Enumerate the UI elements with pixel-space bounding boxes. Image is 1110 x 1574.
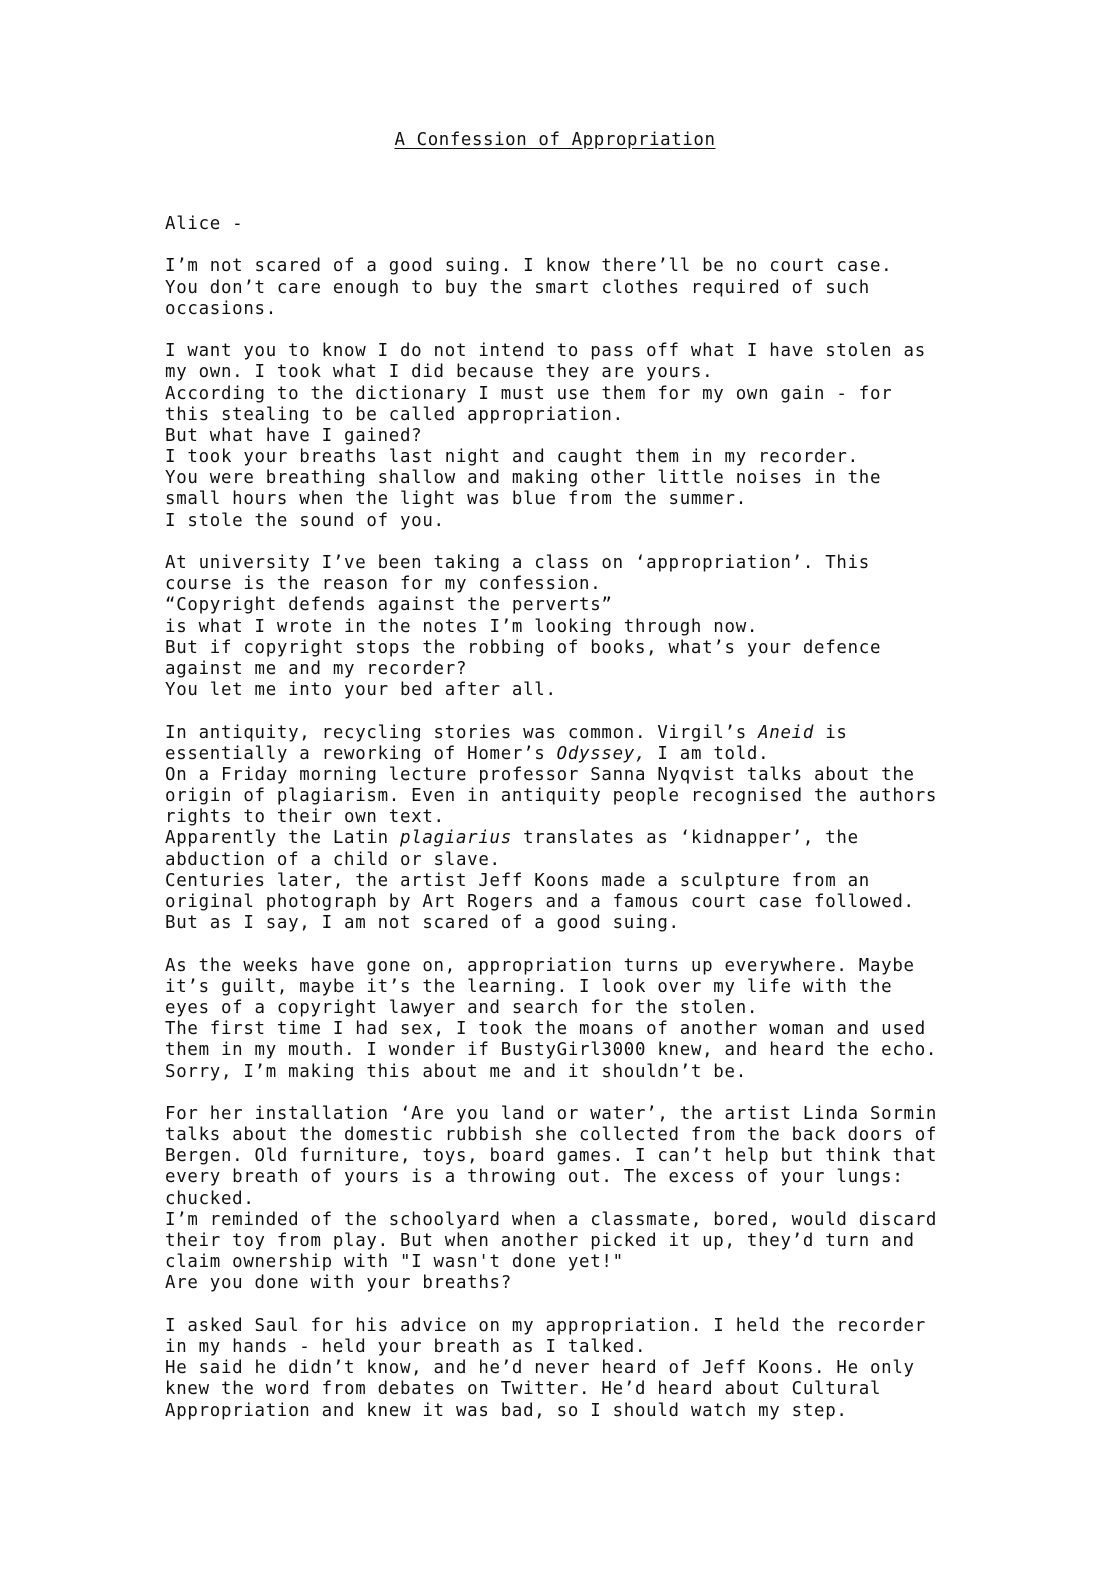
text-line: rights to their own text. [165, 807, 445, 828]
salutation: Alice - [165, 214, 244, 234]
text-line: claim ownership with "I wasn't done yet!" [165, 1252, 624, 1273]
paragraph-gap [165, 532, 965, 553]
text-run: In antiquity, recycling stories was common. Virgil’s [165, 722, 759, 743]
paragraph-3 [165, 553, 965, 701]
text-run: is [814, 722, 848, 743]
text-line: course is the reason for my confession. [165, 574, 602, 595]
paragraph-1 [165, 256, 965, 320]
text-run: I am told. [646, 743, 770, 764]
text-line: I’m not scared of a good suing. I know there’ll be no court case. [165, 256, 893, 277]
text-line [165, 744, 965, 765]
text-line: “Copyright defends against the perverts” [165, 595, 613, 616]
text-run: translates as ‘kidnapper’, the [511, 828, 859, 849]
text-line: I want you to know I do not intend to pass off what I have stolen as [165, 341, 926, 362]
text-line: Appropriation and knew it was bad, so I should watch my step. [165, 1400, 848, 1421]
text-line: I took your breaths last night and caught them in my recorder. [165, 447, 859, 468]
text-line: He said he didn’t know, and he’d never heard of Jeff Koons. He only [165, 1358, 915, 1379]
paragraph-2 [165, 341, 965, 532]
text-line: knew the word from debates on Twitter. He’d heard about Cultural [165, 1379, 882, 1400]
text-line: Bergen. Old furniture, toys, board games. I can’t help but think that [165, 1146, 938, 1167]
italic-word-plagiarius: plagiarius [400, 828, 512, 849]
text-line: But if copyright stops the robbing of books, what’s your defence [165, 637, 882, 658]
paragraph-gap [165, 320, 965, 341]
paragraph-gap [165, 235, 965, 256]
text-line: this stealing to be called appropriation. [165, 404, 624, 425]
text-line: my own. I took what I did because they are yours. [165, 362, 714, 383]
text-line: But what have I gained? [165, 425, 423, 446]
paragraph-6 [165, 1104, 965, 1295]
text-line: The first time I had sex, I took the moans of another woman and used [165, 1019, 926, 1040]
text-line: Centuries later, the artist Jeff Koons made a sculpture from an [165, 870, 870, 891]
text-line: At university I’ve been taking a class on ‘appropriation’. This [165, 553, 870, 573]
paragraph-7 [165, 1316, 965, 1422]
text-line: You were breathing shallow and making other little noises in the [165, 468, 882, 489]
text-line: is what I wrote in the notes I’m looking through now. [165, 616, 759, 637]
text-line: Sorry, I’m making this about me and it shouldn’t be. [165, 1061, 747, 1082]
paragraph-gap [165, 934, 965, 955]
text-run: Apparently the Latin [165, 828, 400, 849]
document-title-block [0, 128, 1110, 152]
text-line: original photograph by Art Rogers and a famous court case followed. [165, 892, 915, 912]
text-line: occasions. [165, 298, 277, 319]
text-line: every breath of yours is a throwing out. The excess of your lungs: [165, 1167, 904, 1188]
text-line: As the weeks have gone on, appropriation turns up everywhere. Maybe [165, 955, 915, 976]
paragraph-gap [165, 701, 965, 722]
document-title: A Confession of Appropriation [394, 130, 716, 150]
text-line: in my hands - held your breath as I talked. [165, 1336, 647, 1357]
text-line: For her installation ‘Are you land or water’, the artist Linda Sormin [165, 1103, 938, 1124]
text-line: You let me into your bed after all. [165, 680, 557, 701]
italic-title-aneid: Aneid [758, 722, 815, 743]
text-line: it’s guilt, maybe it’s the learning. I look over my life with the [165, 976, 893, 997]
paragraph-4 [165, 723, 965, 935]
text-line: chucked. [165, 1188, 255, 1209]
text-run: essentially a reworking of Homer’s [165, 743, 557, 764]
text-line [165, 828, 965, 849]
text-line: against me and my recorder? [165, 658, 468, 679]
text-line: I’m reminded of the schoolyard when a classmate, bored, would discard [165, 1209, 938, 1230]
text-line: Are you done with your breaths? [165, 1273, 512, 1294]
text-line: According to the dictionary I must use them for my own gain - for [165, 383, 893, 404]
text-line: On a Friday morning lecture professor Sanna Nyqvist talks about the [165, 764, 915, 785]
text-line: You don’t care enough to buy the smart clothes required of such [165, 277, 870, 298]
text-line: their toy from play. But when another picked it up, they’d turn and [165, 1231, 915, 1251]
text-line: But as I say, I am not scared of a good suing. [165, 913, 680, 934]
paragraph-gap [165, 1083, 965, 1104]
text-line: origin of plagiarism. Even in antiquity people recognised the authors [165, 786, 938, 807]
italic-title-odyssey: Odyssey, [556, 743, 647, 764]
letter-body [165, 214, 965, 1422]
paragraph-5 [165, 956, 965, 1083]
text-line: talks about the domestic rubbish she collected from the back doors of [165, 1125, 938, 1146]
text-line [165, 723, 965, 744]
text-line: abduction of a child or slave. [165, 849, 501, 870]
text-line: them in my mouth. I wonder if BustyGirl3000 knew, and heard the echo. [165, 1040, 938, 1061]
text-line: small hours when the light was blue from the summer. [165, 489, 747, 510]
paragraph-gap [165, 1295, 965, 1316]
text-line: eyes of a copyright lawyer and search for the stolen. [165, 997, 759, 1018]
text-line: I asked Saul for his advice on my appropriation. I held the recorder [165, 1315, 926, 1336]
text-line: I stole the sound of you. [165, 510, 445, 531]
